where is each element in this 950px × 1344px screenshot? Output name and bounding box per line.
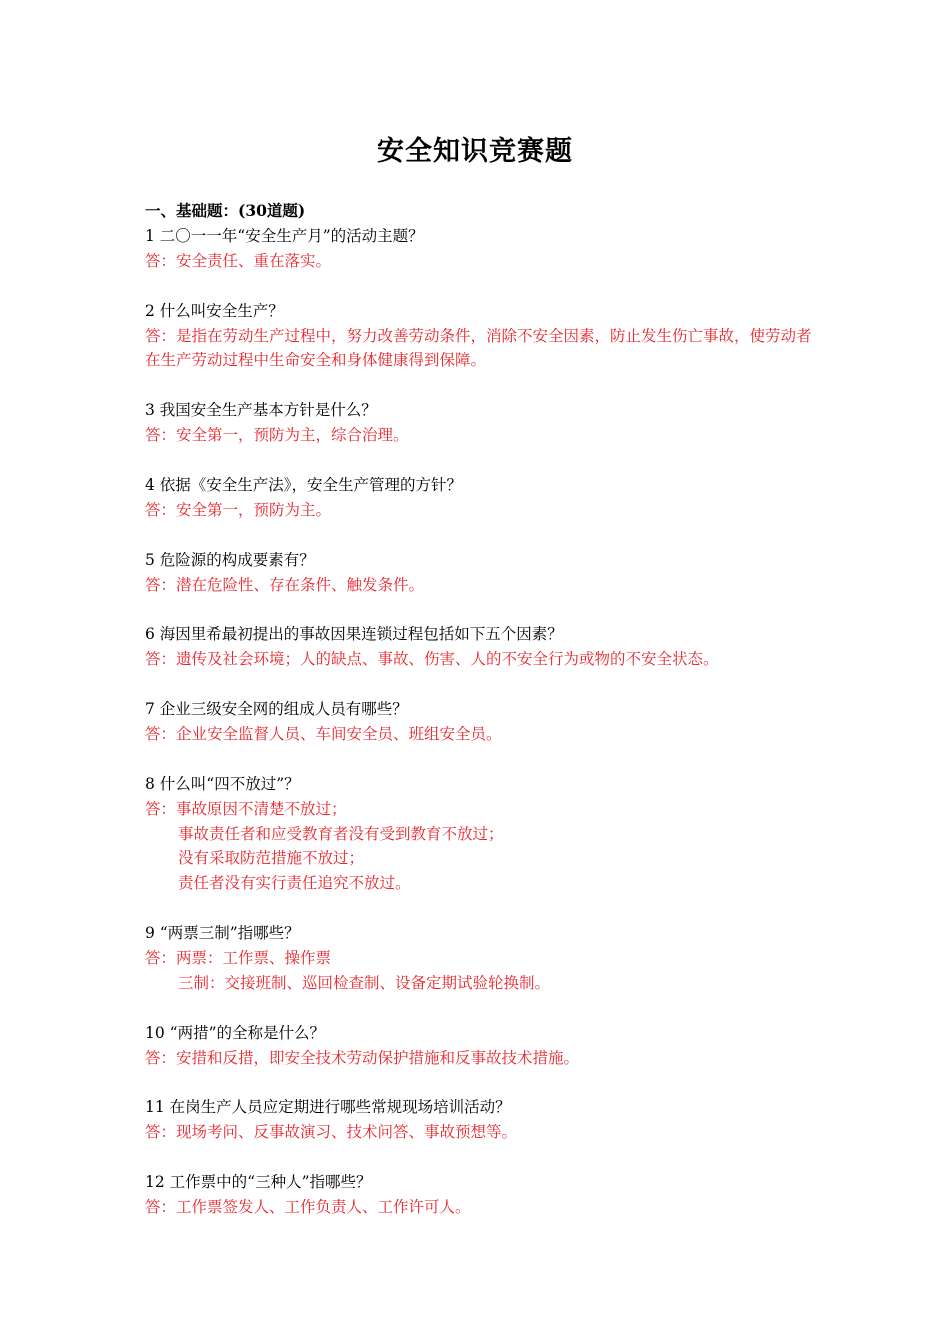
question: 4 依据《安全生产法》，安全生产管理的方针？ <box>145 475 463 494</box>
qa-item-9 <box>145 921 825 996</box>
qa-item-2 <box>145 299 825 374</box>
qa-item-8 <box>145 772 825 897</box>
answer-line: 答：两票：工作票、操作票 <box>145 949 332 968</box>
answer-line: 答：安全第一，预防为主，综合治理。 <box>145 426 409 445</box>
question: 11 在岗生产人员应定期进行哪些常规现场培训活动？ <box>145 1098 511 1117</box>
question: 10 “两措”的全称是什么？ <box>145 1023 325 1042</box>
answer-line: 答：事故原因不清楚不放过； <box>145 799 347 818</box>
answer-line: 答：安全第一，预防为主。 <box>145 500 332 519</box>
answer-line: 答：安全责任、重在落实。 <box>145 251 332 270</box>
answer <box>145 498 825 523</box>
qa-item-10 <box>145 1021 825 1071</box>
answer-line: 答：遗传及社会环境；人的缺点、事故、伤害、人的不安全行为或物的不安全状态。 <box>145 650 719 669</box>
answer <box>145 1195 825 1220</box>
document-body <box>145 199 825 1245</box>
answer-line: 责任者没有实行责任追究不放过。 <box>178 874 411 893</box>
question: 7 企业三级安全网的组成人员有哪些？ <box>145 700 408 719</box>
answer <box>145 423 825 448</box>
question: 12 工作票中的“三种人”指哪些？ <box>145 1173 372 1192</box>
document-title: 安全知识竞赛题 <box>377 136 573 167</box>
qa-item-4 <box>145 473 825 523</box>
question: 3 我国安全生产基本方针是什么？ <box>145 401 377 420</box>
answer-line: 答：现场考问、反事故演习、技术问答、事故预想等。 <box>145 1123 518 1142</box>
answer <box>145 946 825 996</box>
answer-line: 答：工作票签发人、工作负责人、工作许可人。 <box>145 1198 471 1217</box>
question: 2 什么叫安全生产？ <box>145 301 284 320</box>
answer-line: 事故责任者和应受教育者没有受到教育不放过； <box>178 824 504 843</box>
qa-item-5 <box>145 548 825 598</box>
answer-line: 答：安措和反措，即安全技术劳动保护措施和反事故技术措施。 <box>145 1048 580 1067</box>
section-heading: 一、基础题：(30道题) <box>145 201 306 220</box>
qa-item-11 <box>145 1095 825 1145</box>
question: 1 二〇一一年“安全生产月”的活动主题？ <box>145 226 424 245</box>
qa-item-1 <box>145 224 825 274</box>
answer-line: 没有采取防范措施不放过； <box>178 849 365 868</box>
answer <box>145 647 825 672</box>
question: 5 危险源的构成要素有？ <box>145 550 315 569</box>
answer-line: 答：企业安全监督人员、车间安全员、班组安全员。 <box>145 724 502 743</box>
answer <box>145 797 825 897</box>
qa-item-3 <box>145 398 825 448</box>
answer <box>145 573 825 598</box>
answer <box>145 324 825 374</box>
answer-line: 三制：交接班制、巡回检查制、设备定期试验轮换制。 <box>178 973 551 992</box>
question: 6 海因里希最初提出的事故因果连锁过程包括如下五个因素？ <box>145 625 563 644</box>
qa-item-7 <box>145 697 825 747</box>
qa-item-6 <box>145 622 825 672</box>
answer <box>145 1046 825 1071</box>
answer <box>145 1120 825 1145</box>
answer <box>145 249 825 274</box>
qa-item-12 <box>145 1170 825 1220</box>
answer-line: 答：潜在危险性、存在条件、触发条件。 <box>145 575 425 594</box>
answer <box>145 722 825 747</box>
question: 8 什么叫“四不放过”？ <box>145 774 300 793</box>
question: 9 “两票三制”指哪些？ <box>145 924 300 943</box>
answer-line: 答：是指在劳动生产过程中，努力改善劳动条件，消除不安全因素，防止发生伤亡事故，使劳动者在生产劳动过程中生命安全和身体健康得到保障。 <box>145 326 812 370</box>
